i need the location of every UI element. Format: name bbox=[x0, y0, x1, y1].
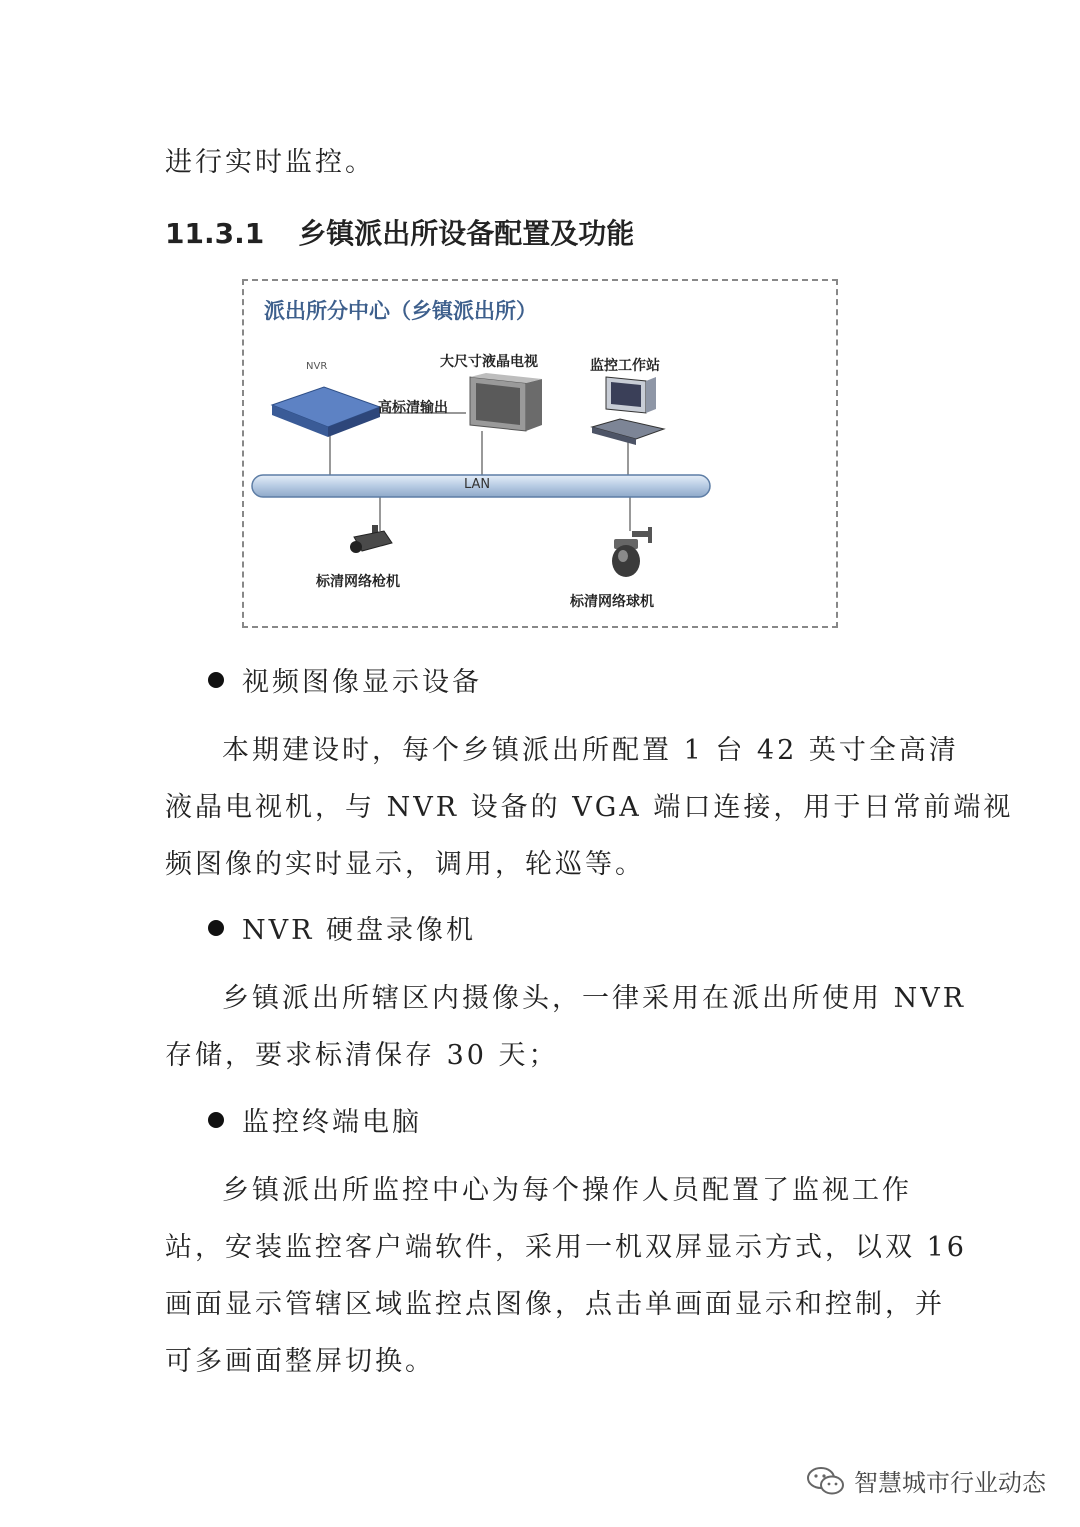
workstation-icon bbox=[592, 377, 664, 445]
continuation-line: 进行实时监控。 bbox=[165, 147, 375, 178]
paragraph-line: 存储，要求标清保存 30 天； bbox=[165, 1040, 559, 1071]
bullet-item bbox=[208, 1100, 422, 1139]
gun-camera-label: 标清网络枪机 bbox=[316, 574, 400, 590]
gun-camera-icon bbox=[350, 525, 392, 553]
nvr-label: NVR bbox=[306, 361, 328, 372]
bullet-item bbox=[208, 660, 482, 699]
bullet-item bbox=[208, 908, 476, 947]
paragraph-line: 可多画面整屏切换。 bbox=[165, 1346, 435, 1377]
workstation-label: 监控工作站 bbox=[590, 358, 660, 374]
paragraph-line: 乡镇派出所监控中心为每个操作人员配置了监视工作 bbox=[222, 1175, 912, 1206]
network-diagram bbox=[242, 279, 838, 628]
paragraph-line: 站，安装监控客户端软件，采用一机双屏显示方式，以双 16 bbox=[165, 1232, 967, 1263]
hd-output-label: 高标清输出 bbox=[378, 400, 448, 416]
nvr-device-icon bbox=[272, 387, 380, 437]
bullet-title: 监控终端电脑 bbox=[242, 1107, 422, 1138]
paragraph-line: 频图像的实时显示，调用，轮巡等。 bbox=[165, 849, 645, 880]
section-title: 乡镇派出所设备配置及功能 bbox=[298, 217, 635, 250]
paragraph-line: 乡镇派出所辖区内摄像头，一律采用在派出所使用 NVR bbox=[222, 983, 967, 1014]
bullet-dot bbox=[208, 920, 224, 936]
paragraph-line: 液晶电视机，与 NVR 设备的 VGA 端口连接，用于日常前端视 bbox=[165, 792, 1014, 823]
tv-label: 大尺寸液晶电视 bbox=[440, 354, 538, 370]
tv-icon bbox=[470, 373, 542, 431]
paragraph-line: 画面显示管辖区域监控点图像，点击单画面显示和控制，并 bbox=[165, 1289, 945, 1320]
paragraph-line: 本期建设时，每个乡镇派出所配置 1 台 42 英寸全高清 bbox=[222, 735, 959, 766]
section-heading bbox=[165, 212, 634, 252]
bullet-title: 视频图像显示设备 bbox=[242, 667, 482, 698]
watermark bbox=[806, 1463, 1046, 1498]
section-number: 11.3.1 bbox=[165, 217, 265, 250]
lan-label: LAN bbox=[464, 477, 491, 492]
bullet-dot bbox=[208, 672, 224, 688]
wechat-icon bbox=[806, 1465, 846, 1497]
bullet-title: NVR 硬盘录像机 bbox=[242, 915, 477, 946]
diagram-title: 派出所分中心（乡镇派出所） bbox=[264, 299, 537, 323]
bullet-dot bbox=[208, 1112, 224, 1128]
dome-camera-label: 标清网络球机 bbox=[570, 594, 654, 610]
watermark-text: 智慧城市行业动态 bbox=[854, 1469, 1046, 1497]
dome-camera-icon bbox=[612, 527, 652, 577]
